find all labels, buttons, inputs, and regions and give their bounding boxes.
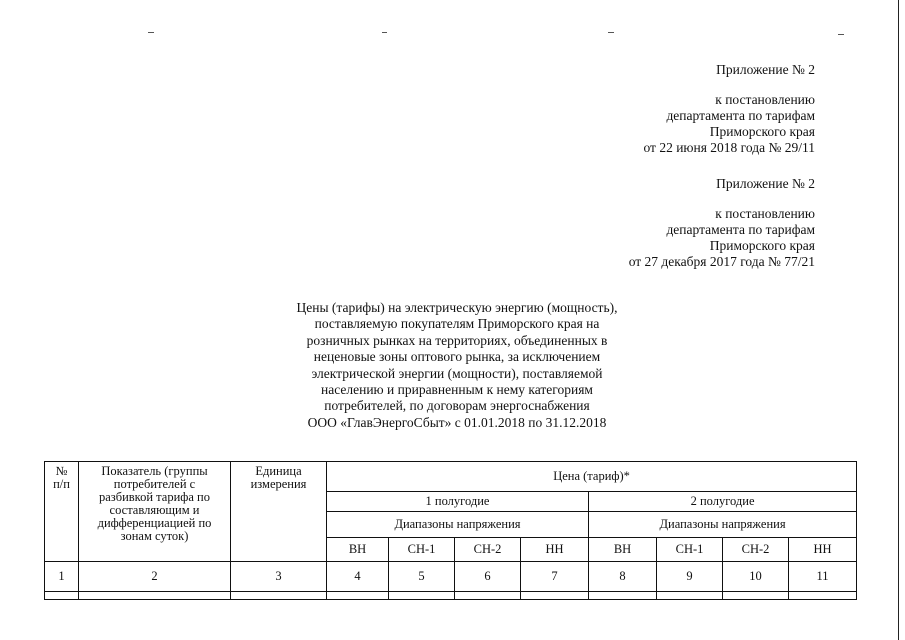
title-line: ООО «ГлавЭнергоСбыт» с 01.01.2018 по 31.12.2018 <box>307 414 607 430</box>
header-half-2: 2 полугодие <box>589 492 857 512</box>
table-row <box>45 562 857 592</box>
scan-speck <box>148 32 154 33</box>
table-cell <box>231 592 327 600</box>
appendix-current <box>643 62 815 156</box>
header-half-1: 1 полугодие <box>327 492 589 512</box>
appendix-line: к постановлению <box>715 92 815 107</box>
header-voltage-nn: НН <box>789 538 857 562</box>
column-number: 1 <box>45 562 79 592</box>
column-number: 8 <box>589 562 657 592</box>
header-voltage-sn2: СН-2 <box>455 538 521 562</box>
table-cell <box>589 592 657 600</box>
appendix-heading: Приложение № 2 <box>716 176 815 191</box>
title-line: розничных рынках на территориях, объединенных в <box>306 332 608 348</box>
column-number: 6 <box>455 562 521 592</box>
header-unit: Единица измерения <box>231 462 327 562</box>
appendix-original <box>629 176 815 270</box>
tariff-table <box>44 461 857 600</box>
table-cell <box>327 592 389 600</box>
scan-speck <box>608 32 614 33</box>
header-voltage-vn: ВН <box>589 538 657 562</box>
column-number: 7 <box>521 562 589 592</box>
appendix-heading: Приложение № 2 <box>716 62 815 77</box>
table-cell <box>789 592 857 600</box>
appendix-date: от 22 июня 2018 года № 29/11 <box>643 140 815 155</box>
column-number: 11 <box>789 562 857 592</box>
appendix-line: к постановлению <box>715 206 815 221</box>
column-number: 2 <box>79 562 231 592</box>
appendix-date: от 27 декабря 2017 года № 77/21 <box>628 254 815 269</box>
title-line: потребителей, по договорам энергоснабжения <box>324 398 590 414</box>
appendix-line: Приморского края <box>709 124 815 139</box>
title-line: электрической энергии (мощности), поставляемой <box>311 365 603 381</box>
scan-speck <box>838 34 844 35</box>
header-voltage-ranges: Диапазоны напряжения <box>327 512 589 538</box>
header-voltage-vn: ВН <box>327 538 389 562</box>
table-cell <box>657 592 723 600</box>
column-number: 5 <box>389 562 455 592</box>
header-voltage-sn1: СН-1 <box>389 538 455 562</box>
table-cell <box>45 592 79 600</box>
column-number: 3 <box>231 562 327 592</box>
appendix-line: департамента по тарифам <box>666 108 815 123</box>
table-cell <box>521 592 589 600</box>
title-line: неценовые зоны оптового рынка, за исключением <box>313 349 601 365</box>
table-cell <box>79 592 231 600</box>
column-number: 10 <box>723 562 789 592</box>
document-title <box>262 300 652 431</box>
scan-speck <box>382 32 387 33</box>
appendix-line: Приморского края <box>709 238 815 253</box>
title-line: поставляемую покупателям Приморского края на <box>314 316 600 332</box>
table-row <box>45 592 857 600</box>
table-cell <box>389 592 455 600</box>
header-voltage-sn1: СН-1 <box>657 538 723 562</box>
title-line: населению и приравненным к нему категориям <box>321 382 593 398</box>
page-edge <box>898 0 899 640</box>
header-price: Цена (тариф)* <box>327 462 857 492</box>
header-voltage-ranges: Диапазоны напряжения <box>589 512 857 538</box>
column-number: 4 <box>327 562 389 592</box>
header-row-number: № п/п <box>45 462 79 562</box>
table-cell <box>455 592 521 600</box>
column-number: 9 <box>657 562 723 592</box>
appendix-line: департамента по тарифам <box>666 222 815 237</box>
title-line: Цены (тарифы) на электрическую энергию (мощность), <box>296 300 618 315</box>
table-cell <box>723 592 789 600</box>
header-voltage-sn2: СН-2 <box>723 538 789 562</box>
header-voltage-nn: НН <box>521 538 589 562</box>
header-indicator: Показатель (группы потребителей с разбивкой тарифа по составляющим и дифференциацией по зонам суток) <box>79 462 231 562</box>
